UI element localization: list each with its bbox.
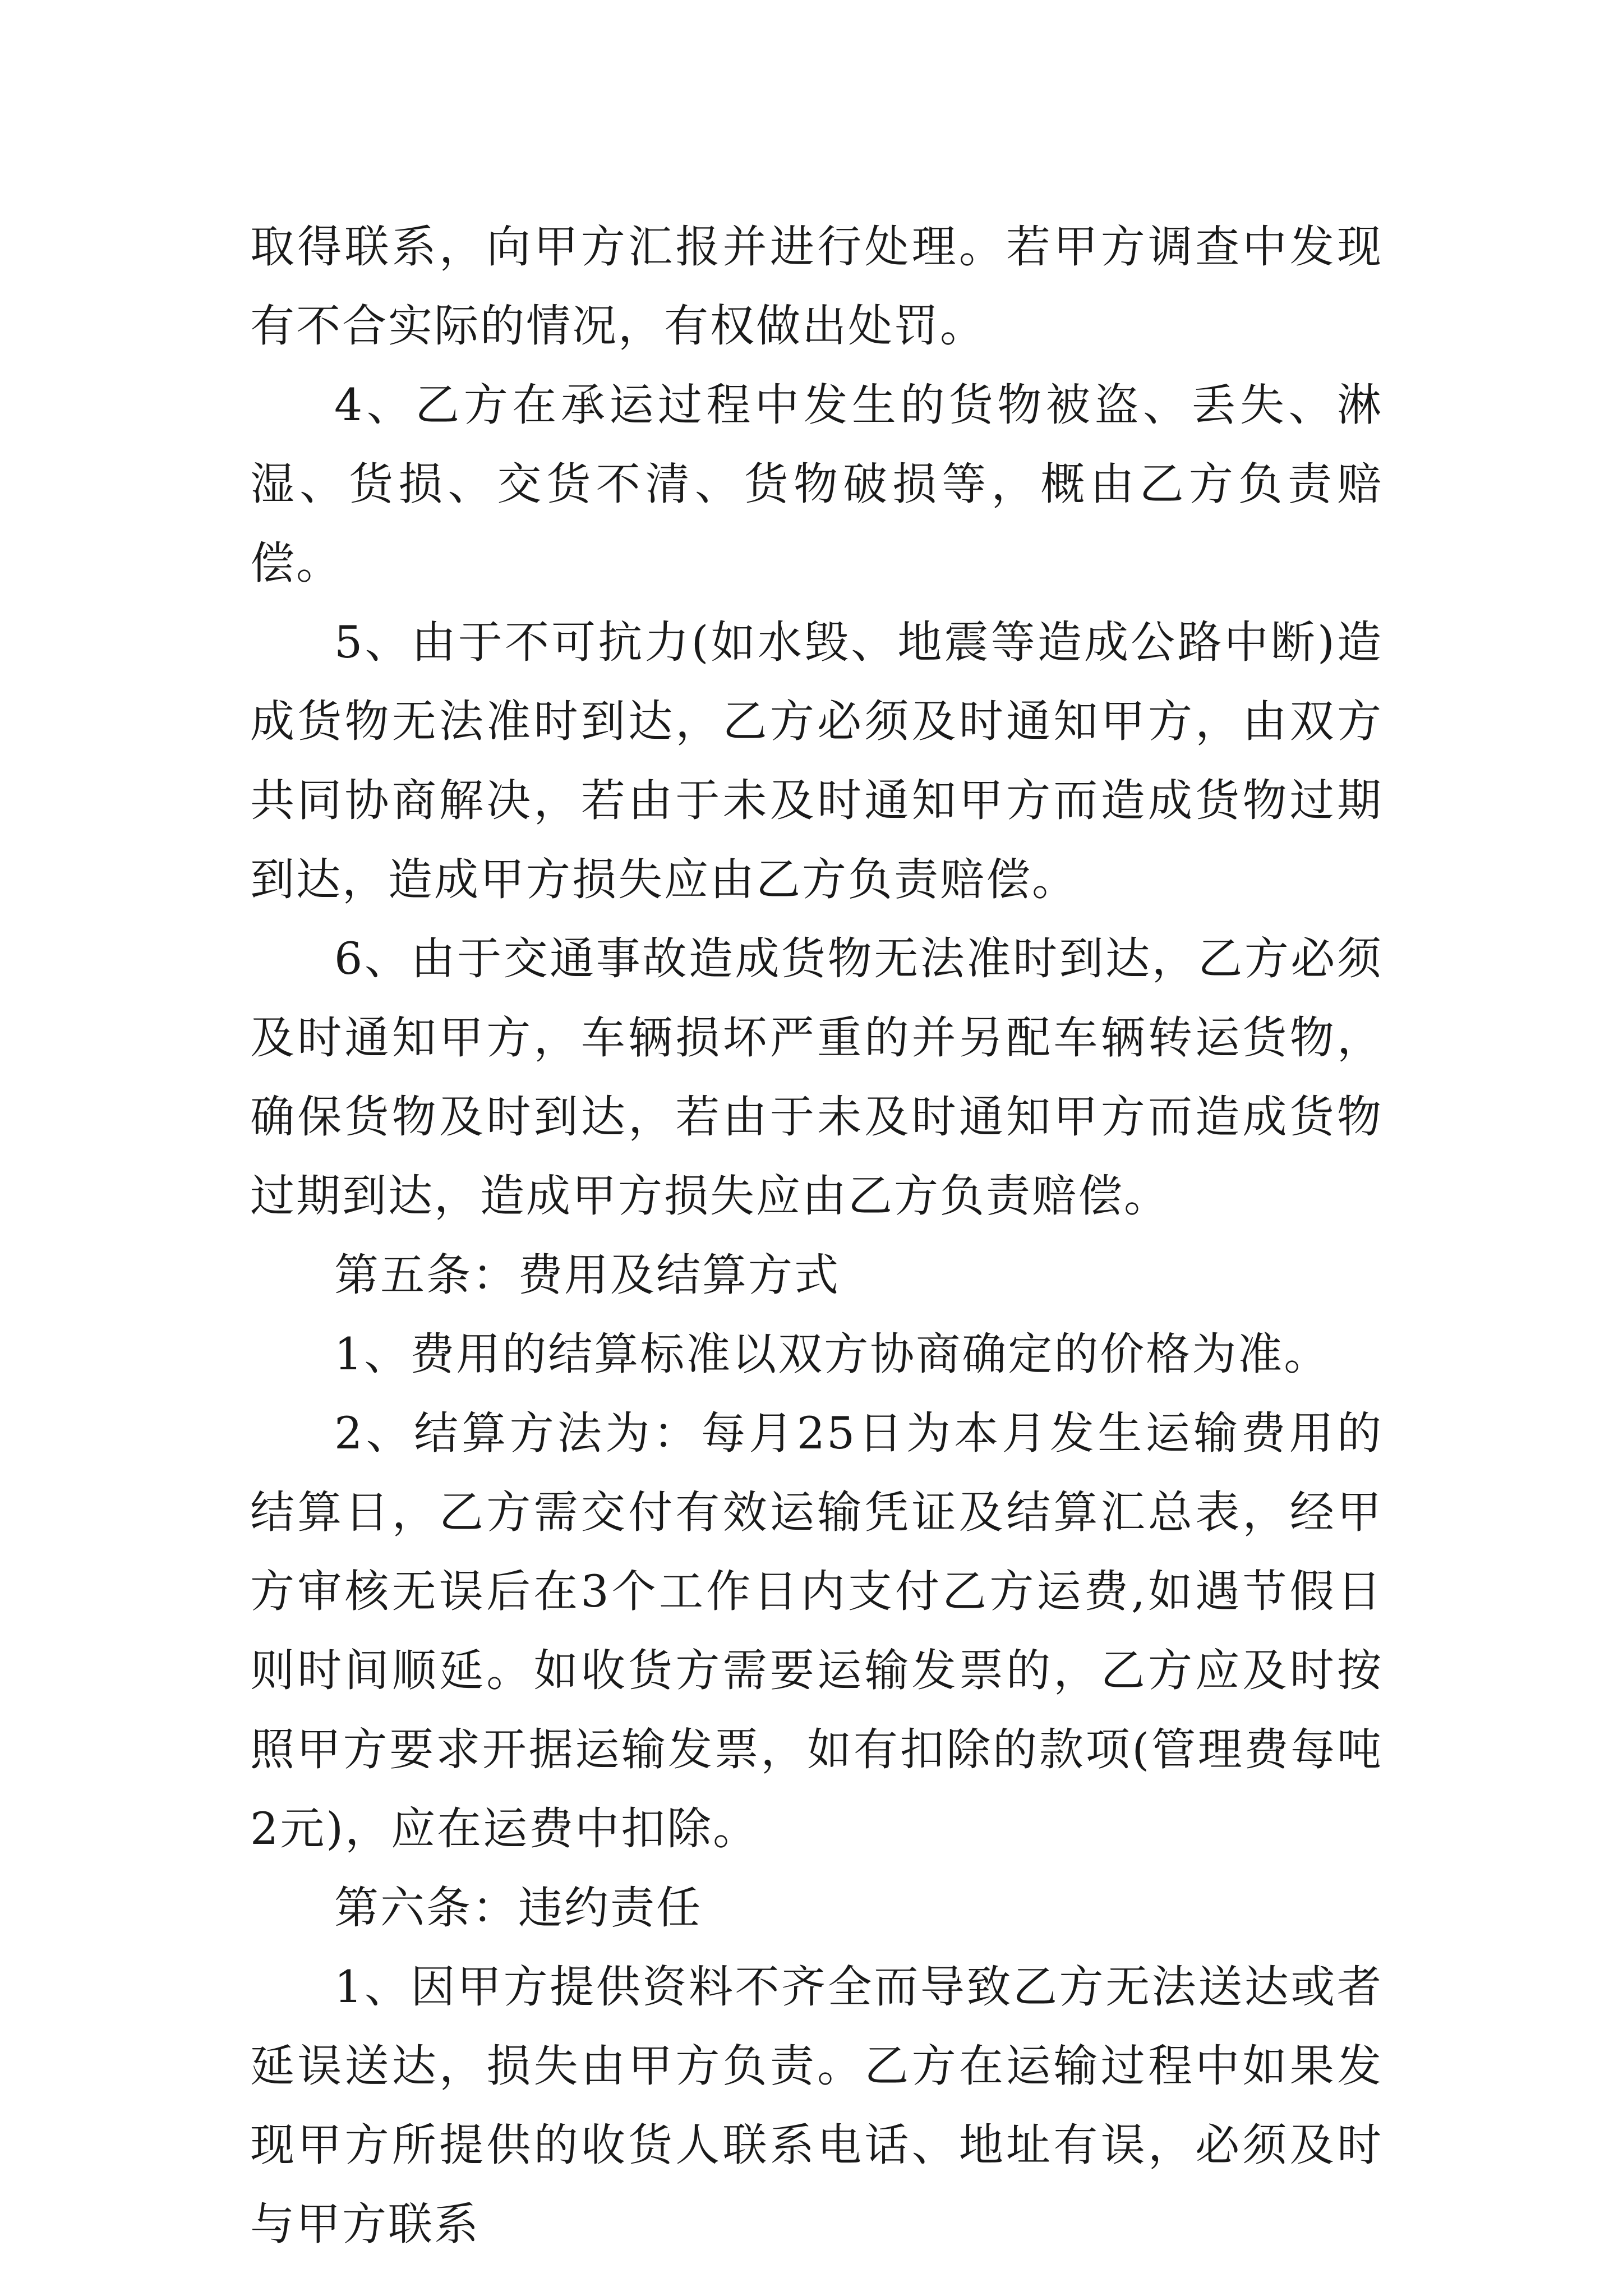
paragraph-clause-5: 5、由于不可抗力(如水毁、地震等造成公路中断)造成货物无法准时到达，乙方必须及时通知甲方，由双方共同协商解决，若由于未及时通知甲方而造成货物过期到达，造成甲方损失应由乙方负责赔偿。: [250, 616, 1383, 905]
paragraph-continuation: 取得联系，向甲方汇报并进行处理。若甲方调查中发现有不合实际的情况，有权做出处罚。: [250, 221, 1383, 352]
paragraph-fee-clause-2: 2、结算方法为：每月25日为本月发生运输费用的结算日，乙方需交付有效运输凭证及结算汇总表，经甲方审核无误后在3个工作日内支付乙方运费,如遇节假日则时间顺延。如收货方需要运输发票的，乙方应及时按照甲方要求开据运输发票，如有扣除的款项(管理费每吨2元)，应在运费中扣除。: [250, 1407, 1383, 1855]
document-body: [250, 208, 1383, 2264]
paragraph-fee-clause-1: 1、费用的结算标准以双方协商确定的价格为准。: [334, 1328, 1330, 1380]
section-heading-article-5: 第五条：费用及结算方式: [334, 1249, 840, 1301]
section-heading-article-6: 第六条：违约责任: [334, 1882, 702, 1934]
paragraph-liability-clause-1: 1、因甲方提供资料不齐全而导致乙方无法送达或者延误送达，损失由甲方负责。乙方在运输过程中如果发现甲方所提供的收货人联系电话、地址有误，必须及时与甲方联系: [250, 1961, 1383, 2250]
paragraph-clause-6: 6、由于交通事故造成货物无法准时到达，乙方必须及时通知甲方，车辆损坏严重的并另配车辆转运货物，确保货物及时到达，若由于未及时通知甲方而造成货物过期到达，造成甲方损失应由乙方负责赔偿。: [250, 933, 1383, 1222]
paragraph-clause-4: 4、乙方在承运过程中发生的货物被盗、丢失、淋湿、货损、交货不清、货物破损等，概由乙方负责赔偿。: [250, 379, 1383, 589]
